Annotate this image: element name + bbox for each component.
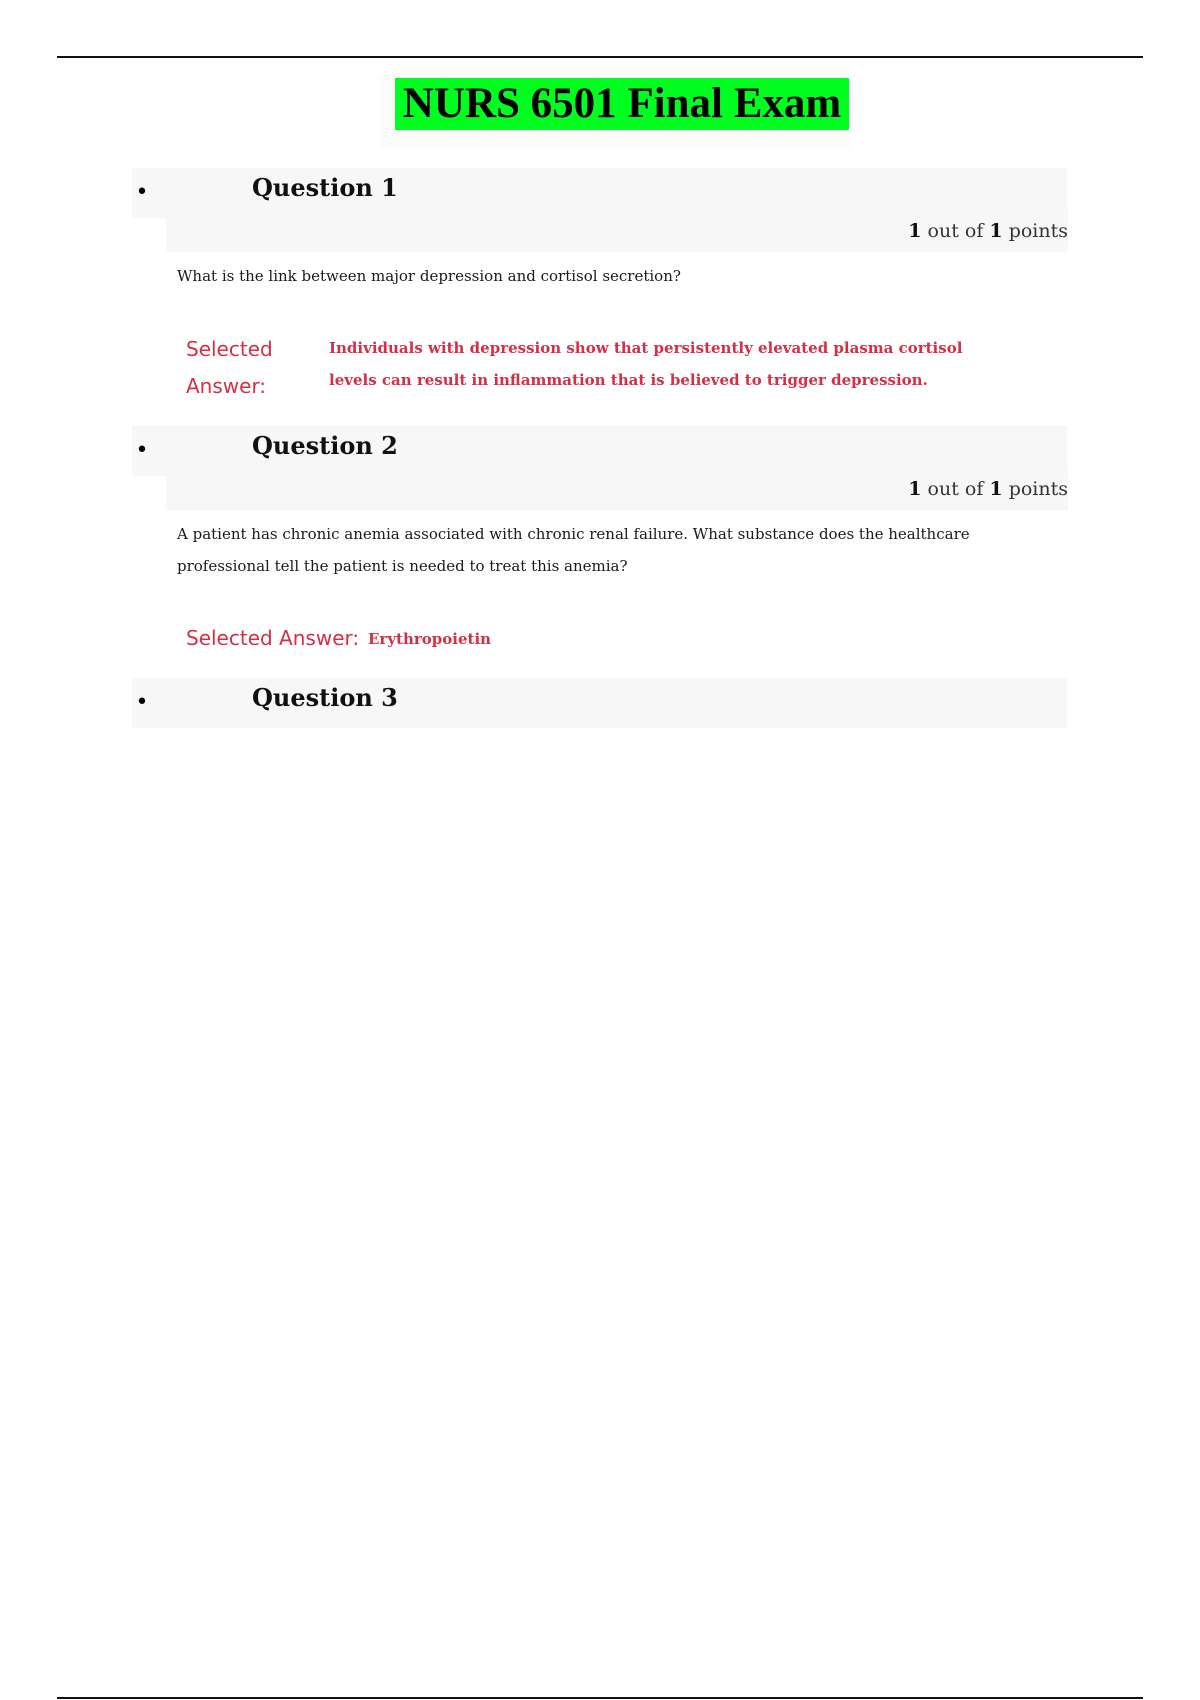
points-mid: out of [921,220,990,242]
question-2-title: Question 2 [252,431,398,460]
top-rule [57,56,1143,58]
question-2-text: A patient has chronic anemia associated with chronic renal failure. What substance does the healthcare professional tell the patient is needed to treat this anemia? [177,525,970,575]
bullet-icon: • [135,438,149,463]
points-mid: out of [921,478,990,500]
question-2-selected-label: Selected Answer: [186,626,360,650]
question-2-selected-answer: Erythropoietin [368,630,492,648]
question-3-title: Question 3 [252,683,398,712]
bullet-icon: • [135,180,149,205]
question-1-selected-answer: Individuals with depression show that persistently elevated plasma cortisol levels can result in inflammation that is believed to trigger depression. [329,339,963,389]
question-1-title: Question 1 [252,173,398,202]
question-2-points-bar [166,468,1068,510]
question-1-selected-label-line2: Answer: [186,374,267,398]
points-suffix: points [1002,478,1068,500]
points-score: 1 [908,220,922,242]
question-1-text: What is the link between major depression and cortisol secretion? [177,267,681,285]
bottom-rule [57,1697,1143,1699]
question-3-header [132,678,1067,728]
question-2-points [908,468,1068,510]
points-total: 1 [989,220,1003,242]
bullet-icon: • [135,690,149,715]
question-1-selected-label-line1: Selected [186,337,273,361]
points-score: 1 [908,478,922,500]
question-1-points-bar [166,210,1068,252]
document-title: NURS 6501 Final Exam [395,78,849,130]
points-suffix: points [1002,220,1068,242]
question-1-points [908,210,1068,252]
points-total: 1 [989,478,1003,500]
